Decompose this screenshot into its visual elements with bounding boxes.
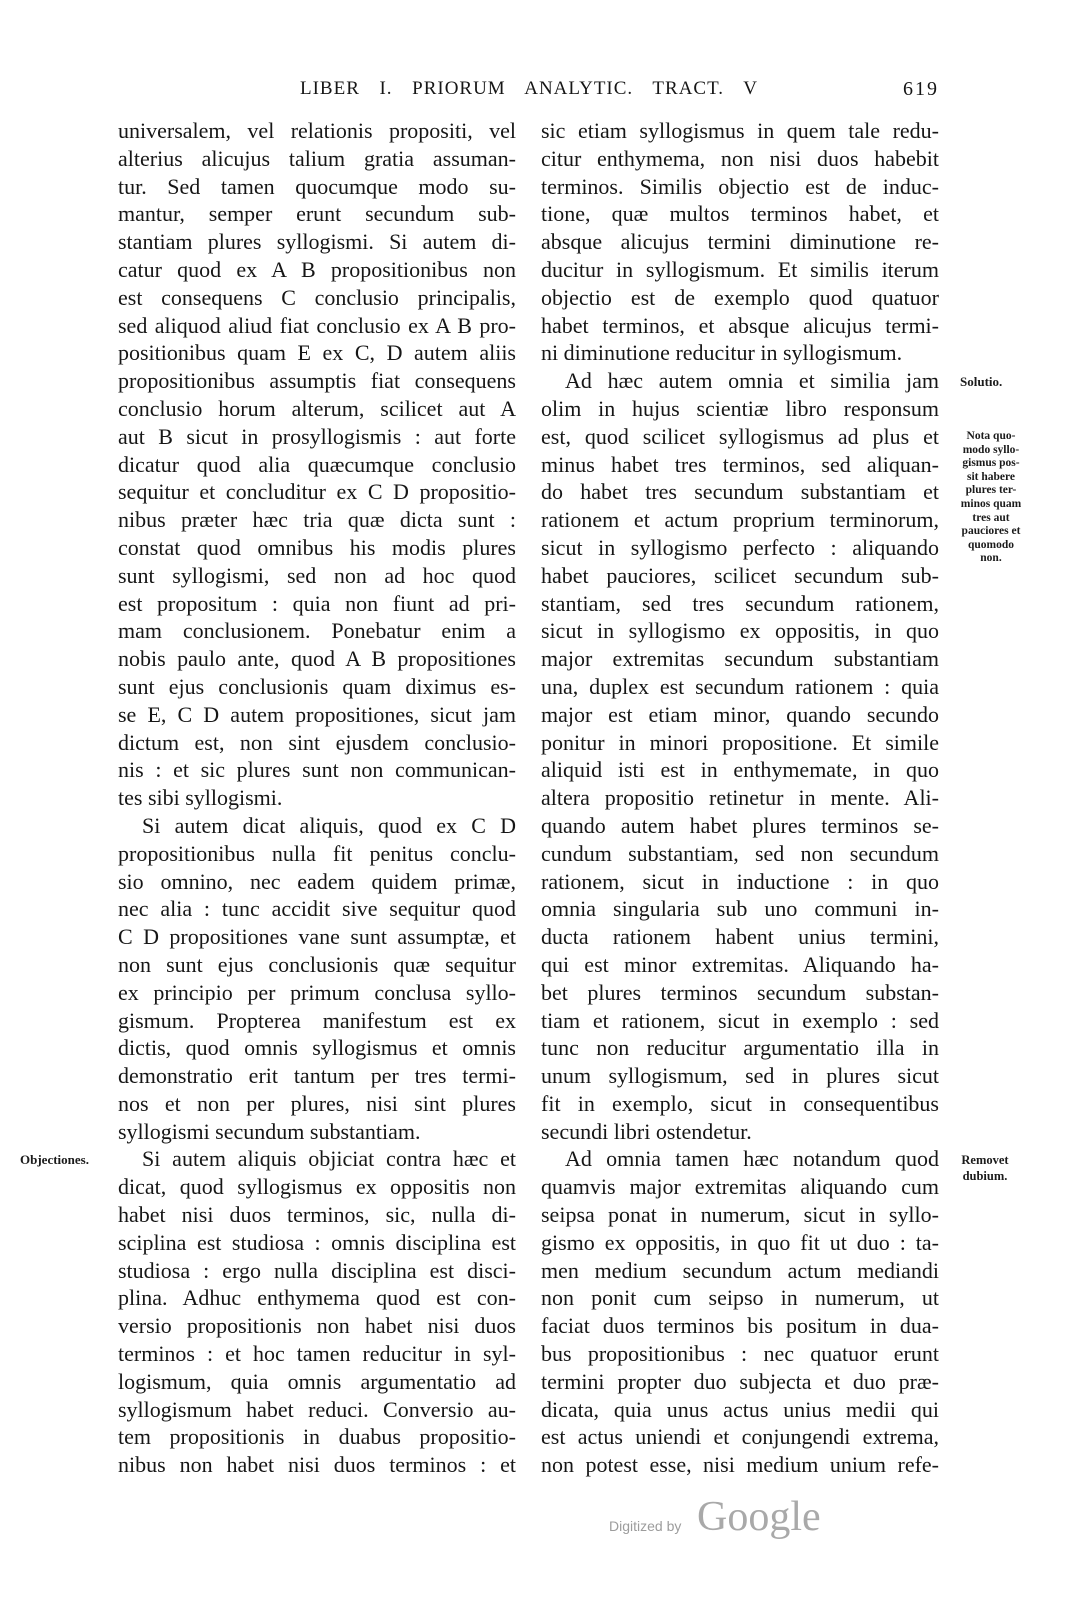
text-line: qui est minor extremitas. Aliquando ha-: [541, 951, 939, 977]
margin-note-removet: [948, 1152, 1022, 1184]
text-line: ni diminutione reducitur in syllogismum.: [541, 340, 903, 366]
text-line: terminos : et hoc tamen reducitur in syl-: [118, 1341, 516, 1367]
text-line: est propositum : quia non fiunt ad pri-: [118, 590, 516, 616]
text-line: nec alia : tunc accidit sive sequitur quod: [118, 896, 516, 922]
text-line: ex principio per primum conclusa syllo-: [118, 979, 516, 1005]
text-line: sequitur et concluditur ex C D propositio-: [118, 479, 516, 505]
right-column: [541, 117, 939, 1479]
text-line: sic etiam syllogismus in quem tale redu-: [541, 118, 939, 143]
margin-note-nota: [942, 430, 1040, 566]
text-line: mam conclusionem. Ponebatur enim a: [118, 618, 516, 644]
text-line: quando autem habet plures terminos se-: [541, 812, 939, 838]
text-line: sunt syllogismi, sed non ad hoc quod: [118, 562, 516, 588]
text-line: bus propositionibus : nec quatuor erunt: [541, 1341, 939, 1367]
text-line: faciat duos terminos bis positum in dua-: [541, 1313, 939, 1339]
text-line: major extremitas secundum substantiam: [541, 646, 939, 672]
text-line: do habet tres secundum substantiam et: [541, 479, 939, 505]
digitized-by-label: Digitized by: [609, 1518, 682, 1534]
text-line: constat quod omnibus his modis plures: [118, 534, 516, 560]
text-line: dictum est, non sint ejusdem conclusio-: [118, 729, 516, 755]
margin-note-solutio: Solutio.: [960, 374, 1003, 389]
text-line: dicatur quod alia quæcumque conclusio: [118, 451, 516, 477]
text-line: unum syllogismum, sed in plures sicut: [541, 1063, 939, 1089]
text-line: dictis, quod omnis syllogismus et omnis: [118, 1035, 516, 1061]
google-logo: Google: [697, 1494, 821, 1540]
paragraph: [541, 117, 939, 367]
text-line: bet plures terminos secundum substan-: [541, 979, 939, 1005]
text-line: men medium secundum actum mediandi: [541, 1257, 939, 1283]
margin-note-line: Nota quo-: [966, 430, 1016, 442]
left-column: [118, 117, 516, 1479]
text-line: versio propositionis non habet nisi duos: [118, 1313, 516, 1339]
text-line: sicut in syllogismo perfecto : aliquando: [541, 534, 939, 560]
margin-note-line: plures ter-: [965, 484, 1017, 497]
running-head: LIBER I. PRIORUM ANALYTIC. TRACT. V: [300, 78, 758, 99]
text-line: gismum. Propterea manifestum est ex: [118, 1007, 516, 1033]
text-line: C D propositiones vane sunt assumptæ, et: [118, 924, 516, 950]
paragraph: [541, 367, 939, 1145]
text-line: quamvis major extremitas aliquando cum: [541, 1174, 939, 1200]
text-line: objectio est de exemplo quod quatuor: [541, 284, 939, 310]
text-line: non ponit cum seipso in numerum, ut: [541, 1285, 939, 1311]
text-line: est actus uniendi et conjungendi extrema,: [541, 1424, 939, 1450]
text-line: aliquid isti est in enthymemate, in quo: [541, 757, 939, 783]
text-line: omnia singularia sub uno communi in-: [541, 896, 939, 922]
paragraph: [541, 1145, 939, 1479]
text-line: catur quod ex A B propositionibus non: [118, 256, 516, 282]
margin-note-line: minos quam: [960, 497, 1022, 510]
text-line: Si autem dicat aliquis, quod ex C D: [142, 812, 516, 838]
text-line: gismo ex oppositis, in quo fit ut duo : ta-: [541, 1229, 939, 1255]
text-line: cundum substantiam, sed non secundum: [541, 840, 939, 866]
text-line: conclusio horum alterum, scilicet aut A: [118, 395, 516, 421]
text-line: sicut in syllogismo ex oppositis, in quo: [541, 618, 939, 644]
text-line: citur enthymema, non nisi duos habebit: [541, 145, 939, 171]
margin-note-line: non.: [980, 552, 1002, 565]
text-line: universalem, vel relationis propositi, vel: [118, 118, 516, 143]
text-line: positionibus quam E ex C, D autem aliis: [118, 340, 516, 366]
margin-note-line: dubium.: [962, 1169, 1008, 1183]
text-line: se E, C D autem propositiones, sicut jam: [118, 701, 516, 727]
text-line: olim in hujus scientiæ libro responsum: [541, 395, 939, 421]
text-line: major est etiam minor, quando secundo: [541, 701, 939, 727]
text-line: ducitur in syllogismum. Et similis iterum: [541, 256, 939, 282]
margin-note-objectiones: Objectiones.: [20, 1152, 89, 1167]
text-line: stantiam, sed tres secundum rationem,: [541, 590, 939, 616]
margin-note-line: modo syllo-: [962, 443, 1020, 456]
text-line: demonstratio erit tantum per tres termi-: [118, 1063, 516, 1089]
text-line: fit in exemplo, sicut in consequentibus: [541, 1090, 939, 1116]
text-line: dicata, quia unus actus unius medii qui: [541, 1396, 939, 1422]
text-line: habet pauciores, scilicet secundum sub-: [541, 562, 939, 588]
text-line: tem propositionis in duabus propositio-: [118, 1424, 516, 1450]
margin-note-line: pauciores et: [961, 525, 1021, 538]
text-line: tione, quæ multos terminos habet, et: [541, 201, 939, 227]
text-line: terminos. Similis objectio est de induc-: [541, 173, 939, 199]
margin-note-line: tres aut: [972, 511, 1010, 524]
text-line: stantiam plures syllogismi. Si autem di-: [118, 229, 516, 255]
text-line: seipsa ponat in numerum, sicut in syllo-: [541, 1202, 939, 1228]
text-line: sed aliquod aliud fiat conclusio ex A B pro-: [118, 312, 516, 338]
text-line: sciplina est studiosa : omnis disciplina est: [118, 1229, 516, 1255]
text-line: nos et non per plures, nisi sint plures: [118, 1090, 516, 1116]
text-line: studiosa : ergo nulla disciplina est disci-: [118, 1257, 516, 1283]
margin-note-line: quomodo: [967, 538, 1015, 551]
text-line: habet nisi duos terminos, sic, nulla di-: [118, 1202, 516, 1228]
text-line: Ad omnia tamen hæc notandum quod: [565, 1146, 939, 1172]
text-line: termini propter duo subjecta et duo præ-: [541, 1368, 939, 1394]
text-line: tunc non reducitur argumentatio illa in: [541, 1035, 939, 1061]
text-line: non potest esse, nisi medium unium refe-: [541, 1452, 939, 1478]
text-line: est, quod scilicet syllogismus ad plus et: [541, 423, 939, 449]
text-line: una, duplex est secundum rationem : quia: [541, 673, 939, 699]
text-line: propositionibus nulla fit penitus conclu-: [118, 840, 516, 866]
text-line: nobis paulo ante, quod A B propositiones: [118, 646, 516, 672]
text-line: dicat, quod syllogismus ex oppositis non: [118, 1174, 516, 1200]
text-line: sunt ejus conclusionis quam diximus es-: [118, 673, 516, 699]
text-line: nibus non habet nisi duos terminos : et: [118, 1452, 516, 1478]
text-line: tes sibi syllogismi.: [118, 785, 283, 811]
margin-note-line: Removet: [961, 1153, 1009, 1167]
text-line: tur. Sed tamen quocumque modo su-: [118, 173, 516, 199]
paragraph: [118, 117, 516, 812]
text-line: rationem et actum proprium terminorum,: [541, 507, 939, 533]
text-line: rationem, sicut in inductione : in quo: [541, 868, 939, 894]
text-line: ducta rationem habent unius termini,: [541, 924, 939, 950]
text-line: aut B sicut in prosyllogismis : aut forte: [118, 423, 516, 449]
margin-note-line: gismus pos-: [962, 457, 1020, 470]
paragraph: [118, 812, 516, 1146]
text-line: Si autem aliquis objiciat contra hæc et: [142, 1146, 516, 1172]
text-line: propositionibus assumptis fiat consequens: [118, 368, 516, 394]
text-line: tiam et rationem, sicut in exemplo : sed: [541, 1007, 939, 1033]
text-line: plina. Adhuc enthymema quod est con-: [118, 1285, 516, 1311]
text-line: secundi libri ostendetur.: [541, 1118, 752, 1144]
text-line: altera propositio retinetur in mente. Ali-: [541, 785, 939, 811]
text-line: minus habet tres terminos, sed aliquan-: [541, 451, 939, 477]
paragraph: [118, 1145, 516, 1479]
page-number: 619: [903, 78, 939, 100]
text-line: nis : et sic plures sunt non communican-: [118, 757, 516, 783]
text-line: non sunt ejus conclusionis quæ sequitur: [118, 951, 516, 977]
text-line: syllogismum habet reduci. Conversio au-: [118, 1396, 516, 1422]
text-line: nibus præter hæc tria quæ dicta sunt :: [118, 507, 516, 533]
text-line: habet terminos, et absque alicujus termi-: [541, 312, 939, 338]
text-line: logismum, quia omnis argumentatio ad: [118, 1368, 516, 1394]
margin-note-line: sit habere: [966, 470, 1016, 483]
text-line: ponitur in minori propositione. Et simile: [541, 729, 939, 755]
text-line: mantur, semper erunt secundum sub-: [118, 201, 516, 227]
text-line: sio omnino, nec eadem quidem primæ,: [118, 868, 516, 894]
text-line: syllogismi secundum substantiam.: [118, 1118, 421, 1144]
text-line: alterius alicujus talium gratia assuman-: [118, 145, 516, 171]
text-line: Ad hæc autem omnia et similia jam: [565, 368, 939, 394]
text-line: est consequens C conclusio principalis,: [118, 284, 516, 310]
text-line: absque alicujus termini diminutione re-: [541, 229, 939, 255]
